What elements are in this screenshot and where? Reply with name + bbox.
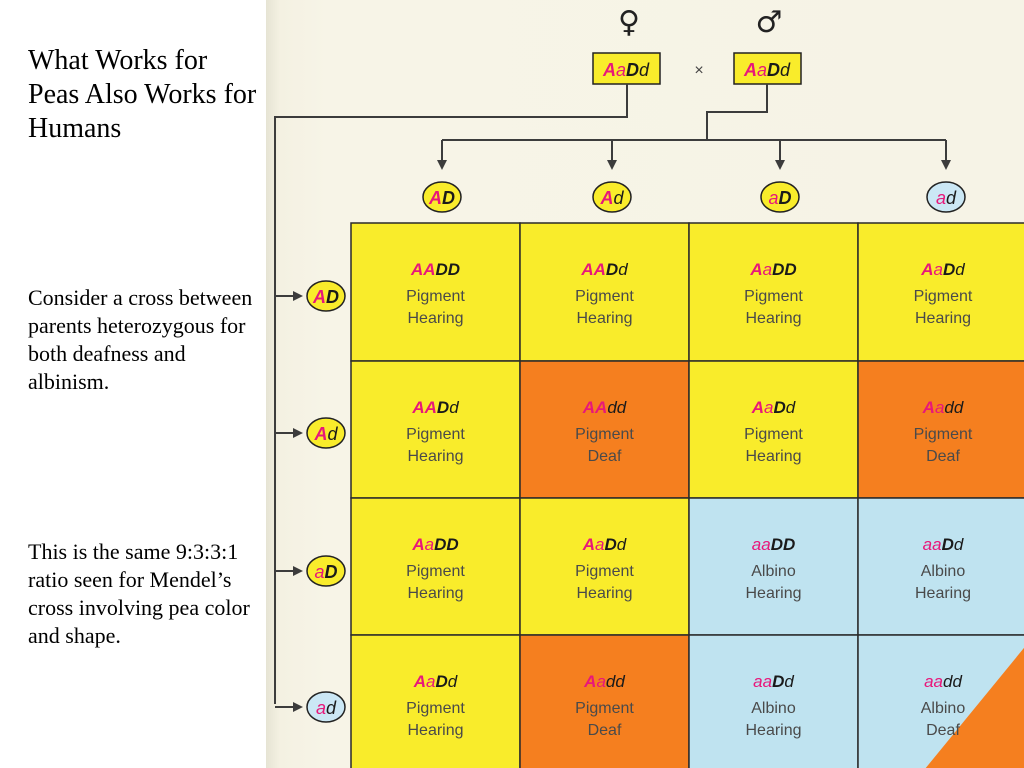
punnett-cell-r2c3 (858, 498, 1024, 635)
cell-genotype: AaDd (582, 535, 627, 554)
cell-genotype: AaDD (412, 535, 459, 554)
left-gamete-1-label: Ad (314, 424, 338, 444)
cell-genotype: AaDd (921, 260, 965, 279)
cell-phenotype-hearing: Hearing (914, 585, 972, 602)
cell-genotype: AADd (412, 398, 459, 417)
left-arrow-head-icon (293, 702, 303, 712)
punnett-cell-r3c1 (520, 635, 689, 768)
cell-genotype: aaDd (753, 672, 794, 691)
female-genotype: AaDd (602, 60, 650, 80)
cell-genotype: Aadd (922, 398, 964, 417)
cell-phenotype-pigment: Pigment (744, 426, 803, 443)
cross-symbol: × (694, 62, 704, 79)
left-arrow-head-icon (293, 291, 303, 301)
cell-phenotype-pigment: Albino (751, 700, 796, 717)
male-genotype: AaDd (743, 60, 791, 80)
cell-genotype: aadd (924, 672, 962, 691)
cell-phenotype-hearing: Hearing (914, 310, 972, 327)
cell-phenotype-hearing: Deaf (926, 722, 960, 739)
punnett-figure (266, 0, 1024, 768)
cell-genotype: AADd (581, 260, 628, 279)
cell-phenotype-hearing: Hearing (745, 448, 802, 465)
punnett-cell-r1c2 (689, 361, 858, 498)
cell-phenotype-hearing: Hearing (745, 722, 802, 739)
left-gamete-2-label: aD (314, 562, 338, 582)
cell-phenotype-pigment: Albino (920, 563, 966, 580)
punnett-cell-r0c1 (520, 223, 689, 361)
top-arrow-head-icon (437, 160, 447, 170)
cell-genotype: AaDd (413, 672, 458, 691)
male-stem-connector (707, 84, 767, 140)
cell-phenotype-hearing: Hearing (576, 585, 633, 602)
left-arrow-head-icon (293, 428, 303, 438)
cell-phenotype-hearing: Hearing (576, 310, 633, 327)
cell-phenotype-hearing: Hearing (407, 310, 464, 327)
punnett-cell-r3c0 (351, 635, 520, 768)
cell-phenotype-hearing: Hearing (407, 448, 464, 465)
cell-phenotype-hearing: Hearing (745, 310, 802, 327)
cell-genotype: AaDD (750, 260, 797, 279)
cell-phenotype-hearing: Hearing (407, 585, 464, 602)
punnett-cell-r1c0 (351, 361, 520, 498)
cell-phenotype-pigment: Pigment (575, 563, 634, 580)
punnett-cell-r0c0 (351, 223, 520, 361)
top-arrow-head-icon (775, 160, 785, 170)
top-gamete-3-label: ad (935, 188, 957, 208)
male-symbol-icon: ♂ (755, 5, 783, 40)
punnett-cell-r2c1 (520, 498, 689, 635)
cell-phenotype-pigment: Pigment (406, 563, 465, 580)
top-gamete-0-label: AD (429, 188, 455, 208)
cell-phenotype-pigment: Pigment (575, 426, 634, 443)
cell-genotype: AAdd (582, 398, 627, 417)
cell-phenotype-pigment: Albino (920, 700, 966, 717)
left-gamete-3-label: ad (315, 698, 337, 718)
punnett-cell-r2c2 (689, 498, 858, 635)
top-arrow-head-icon (941, 160, 951, 170)
cell-genotype: Aadd (584, 672, 625, 691)
top-gamete-1-label: Ad (600, 188, 624, 208)
cell-phenotype-pigment: Albino (751, 563, 796, 580)
cross-description: Consider a cross between parents heterozygous for both deafness and albinism. (28, 285, 253, 394)
female-symbol-icon: ♀ (618, 5, 640, 40)
cell-phenotype-pigment: Pigment (406, 426, 465, 443)
top-gamete-2-label: aD (768, 188, 792, 208)
left-gamete-0-label: AD (313, 287, 339, 307)
left-arrow-head-icon (293, 566, 303, 576)
cell-phenotype-hearing: Hearing (407, 722, 464, 739)
punnett-cell-r0c2 (689, 223, 858, 361)
cell-genotype: aaDD (751, 535, 796, 554)
punnett-cell-r3c2 (689, 635, 858, 768)
cell-genotype: AADD (410, 260, 461, 279)
cell-phenotype-pigment: Pigment (744, 288, 803, 305)
cell-phenotype-hearing: Deaf (587, 448, 622, 465)
punnett-cell-r0c3 (858, 223, 1024, 361)
cell-phenotype-pigment: Pigment (913, 288, 973, 305)
cell-phenotype-pigment: Pigment (913, 426, 973, 443)
cell-phenotype-hearing: Deaf (587, 722, 622, 739)
cell-genotype: aaDd (922, 535, 964, 554)
slide-title: What Works for Peas Also Works for Humans (28, 45, 257, 144)
text-panel (0, 0, 266, 768)
ratio-description: This is the same 9:3:3:1 ratio seen for Mendel’s cross involving pea color and shape. (28, 539, 250, 648)
cell-phenotype-pigment: Pigment (406, 288, 465, 305)
cell-phenotype-pigment: Pigment (575, 288, 634, 305)
punnett-cell-r1c3 (858, 361, 1024, 498)
punnett-cell-r1c1 (520, 361, 689, 498)
punnett-cell-r3c3 (858, 635, 1024, 768)
top-arrow-head-icon (607, 160, 617, 170)
cell-phenotype-hearing: Hearing (745, 585, 802, 602)
cell-phenotype-hearing: Deaf (926, 448, 960, 465)
cell-phenotype-pigment: Pigment (406, 700, 465, 717)
cell-genotype: AaDd (751, 398, 796, 417)
cell-phenotype-pigment: Pigment (575, 700, 634, 717)
punnett-cell-r2c0 (351, 498, 520, 635)
punnett-diagram (266, 0, 1024, 768)
